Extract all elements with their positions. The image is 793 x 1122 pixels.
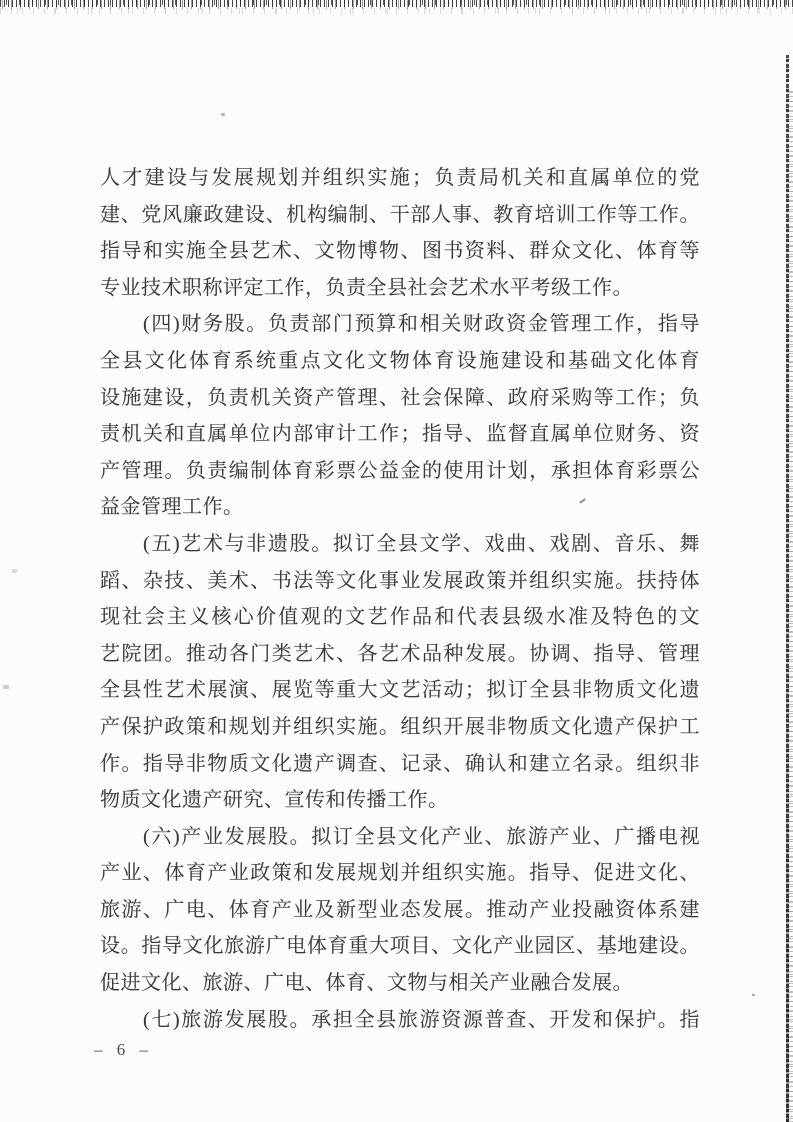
- document-line: 产管理。负责编制体育彩票公益金的使用计划，承担体育彩票公: [100, 459, 700, 482]
- scan-noise-right-speckle: [788, 90, 793, 1122]
- document-line: 作。指导非物质文化遗产调查、记录、确认和建立名录。组织非: [100, 752, 700, 775]
- document-line: 全县文化体育系统重点文化文物体育设施建设和基础文化体育: [100, 349, 700, 372]
- document-line: 艺院团。推动各门类艺术、各艺术品种发展。协调、指导、管理: [100, 642, 700, 665]
- document-line: 建、党风廉政建设、机构编制、干部人事、教育培训工作等工作。: [100, 203, 700, 226]
- document-line: 责机关和直属单位内部审计工作；指导、监督直属单位财务、资: [100, 423, 700, 446]
- scan-speck: [221, 113, 225, 116]
- document-line: 促进文化、旅游、广电、体育、文物与相关产业融合发展。: [100, 972, 633, 995]
- page-number: – 6 –: [94, 1040, 153, 1059]
- document-line: 设。指导文化旅游广电体育重大项目、文化产业园区、基地建设。: [100, 935, 700, 958]
- document-line: (四)财务股。负责部门预算和相关财政资金管理工作，指导: [143, 313, 700, 336]
- document-line: 专业技术职称评定工作，负责全县社会艺术水平考级工作。: [100, 276, 633, 299]
- document-line: (六)产业发展股。拟订全县文化产业、旅游产业、广播电视: [143, 825, 700, 848]
- scan-noise-top-fray: [0, 8, 793, 14]
- document-line: 全县性艺术展演、展览等重大文艺活动；拟订全县非物质文化遗: [100, 679, 700, 702]
- document-line: 旅游、广电、体育产业及新型业态发展。推动产业投融资体系建: [100, 898, 700, 921]
- document-line: (五)艺术与非遗股。拟订全县文学、戏曲、戏剧、音乐、舞: [143, 532, 700, 555]
- document-line: 设施建设，负责机关资产管理、社会保障、政府采购等工作；负: [100, 386, 700, 409]
- scan-speck: [752, 994, 755, 996]
- document-line: 指导和实施全县艺术、文物博物、图书资料、群众文化、体育等: [100, 240, 700, 263]
- document-body-text: [100, 160, 700, 1038]
- document-line: 物质文化遗产研究、宣传和传播工作。: [100, 789, 449, 812]
- document-line: (七)旅游发展股。承担全县旅游资源普查、开发和保护。指: [143, 1008, 700, 1031]
- scan-speck: [12, 569, 17, 573]
- scan-speck: [3, 685, 9, 689]
- document-line: 益金管理工作。: [100, 496, 244, 519]
- document-line: 人才建设与发展规划并组织实施；负责局机关和直属单位的党: [100, 167, 700, 189]
- document-line: 现社会主义核心价值观的文艺作品和代表县级水准及特色的文: [100, 606, 700, 629]
- document-line: 产保护政策和规划并组织实施。组织开展非物质文化遗产保护工: [100, 715, 700, 738]
- document-line: 蹈、杂技、美术、书法等文化事业发展政策并组织实施。扶持体: [100, 569, 700, 592]
- document-line: 产业、体育产业政策和发展规划并组织实施。指导、促进文化、: [100, 862, 700, 885]
